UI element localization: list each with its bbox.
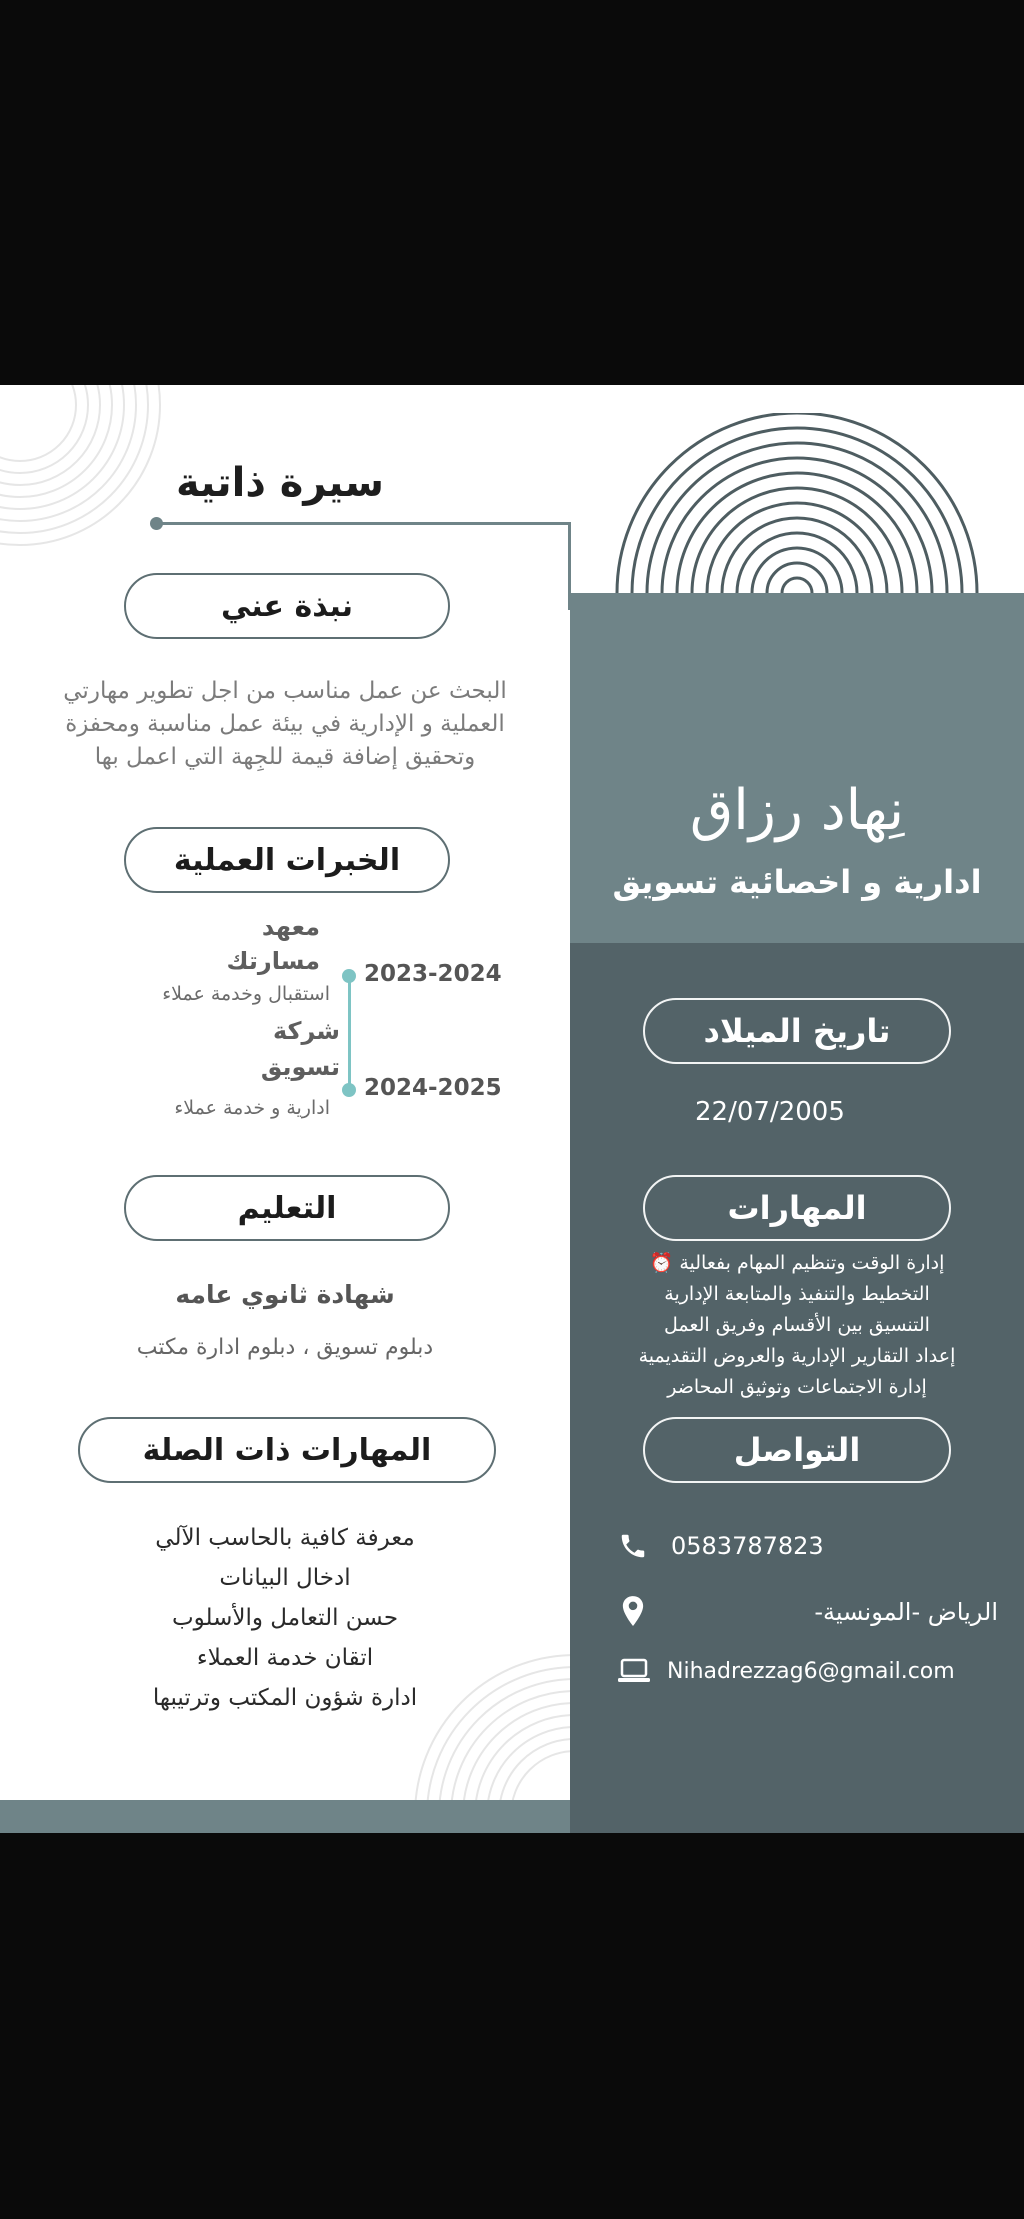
exp-desc: استقبال وخدمة عملاء [162,983,330,1005]
contact-phone: 0583787823 [671,1532,824,1560]
related-skills-list [90,1518,480,1718]
timeline-dot [342,1083,356,1097]
birth-heading: تاريخ الميلاد [643,998,951,1064]
skill-item: إعداد التقارير الإدارية والعروض التقديمية [638,1345,956,1367]
birth-date: 22/07/2005 [695,1097,845,1127]
skills-list [590,1248,1004,1403]
related-skill-item: ادخال البيانات [219,1565,351,1591]
related-skills-heading: المهارات ذات الصلة [78,1417,496,1483]
timeline-dot [342,969,356,983]
about-line: وتحقيق إضافة قيمة للجِهة التي اعمل بها [94,744,476,770]
resume-page [0,385,1024,1833]
education-heading: التعليم [124,1175,450,1241]
exp-org-line1: معهد [261,913,320,941]
exp-desc: ادارية و خدمة عملاء [174,1097,330,1119]
skills-heading: المهارات [643,1175,951,1241]
rings-decoration-top-right [612,413,982,595]
skill-item: التخطيط والتنفيذ والمتابعة الإدارية [664,1283,930,1305]
page-title: سيرة ذاتية [176,460,384,506]
profile-name: نِهاد رزاق [689,778,905,843]
contact-email: Nihadrezzag6@gmail.com [667,1659,955,1684]
profile-role: ادارية و اخصائية تسويق [612,863,982,901]
exp-years: 2024-2025 [364,1075,502,1101]
about-text [30,675,540,774]
related-skill-item: معرفة كافية بالحاسب الآلي [155,1525,415,1551]
skill-item: إدارة الاجتماعات وتوثيق المحاضر [667,1376,927,1398]
skill-item: التنسيق بين الأقسام وفريق العمل [664,1314,930,1336]
education-degree: شهادة ثانوي عامه [175,1280,395,1309]
related-skill-item: حسن التعامل والأسلوب [171,1605,399,1631]
contact-location: الرياض -المونسية- [814,1598,998,1626]
connector-dot [150,517,163,530]
contact-heading: التواصل [643,1417,951,1483]
about-line: البحث عن عمل مناسب من اجل تطوير مهارتي [63,678,507,704]
related-skill-item: ادارة شؤون المكتب وترتيبها [152,1685,418,1711]
bottom-band [0,1800,570,1833]
location-pin-icon [620,1595,646,1627]
exp-org-line2: مسارتك [226,947,320,975]
exp-org-line2: تسويق [260,1053,340,1081]
timeline-line [348,978,351,1090]
skill-item: إدارة الوقت وتنظيم المهام بفعالية ⏰ [649,1252,945,1274]
education-diplomas: دبلوم تسويق ، دبلوم ادارة مكتب [136,1335,434,1360]
laptop-icon [617,1657,651,1685]
experience-heading: الخبرات العملية [124,827,450,893]
related-skill-item: اتقان خدمة العملاء [196,1645,374,1671]
exp-org-line1: شركة [272,1017,340,1045]
rings-decoration-top-left [0,385,170,555]
phone-icon [618,1531,648,1561]
exp-years: 2023-2024 [364,961,502,987]
about-heading: نبذة عني [124,573,450,639]
about-line: العملية و الإدارية في بيئة عمل مناسبة ومحفزة [65,711,505,737]
